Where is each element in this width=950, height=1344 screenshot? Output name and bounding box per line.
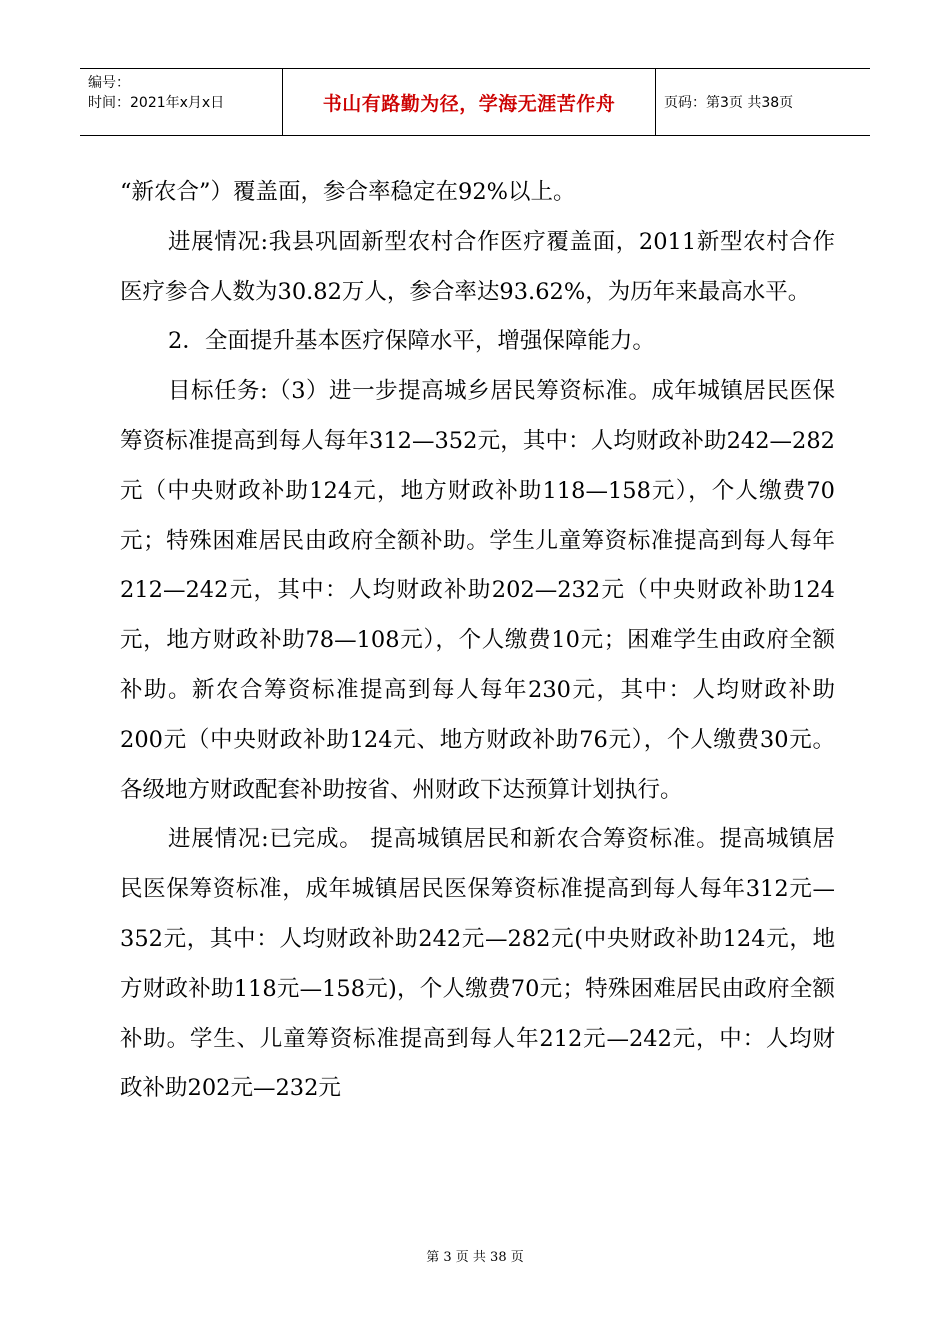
header-meta-cell — [80, 69, 283, 135]
serial-number-label: 编号： — [88, 75, 130, 91]
document-body — [120, 168, 835, 1114]
paragraph-progress-2: 进展情况:已完成。 提高城镇居民和新农合筹资标准。提高城镇居民医保筹资标准，成年城镇居民医保筹资标准提高到每人每年312元—352元，其中：人均财政补助242元—282元(中央财政补助124元，地方财政补助118元—158元)，个人缴费70元；特殊困难居民由政府全额补助。学生、儿童筹资标准提高到每人年212元—242元，中：人均财政补助202元—232元 — [120, 826, 835, 1102]
document-header — [80, 68, 870, 136]
paragraph-continuation: “新农合”）覆盖面，参合率稳定在92%以上。 — [120, 179, 576, 205]
paragraph-heading-2: 2．全面提升基本医疗保障水平，增强保障能力。 — [168, 328, 655, 355]
motto-text: 书山有路勤为径，学海无涯苦作舟 — [322, 92, 616, 115]
paragraph-target-task: 目标任务:（3）进一步提高城乡居民筹资标准。成年城镇居民医保筹资标准提高到每人每年312—352元，其中：人均财政补助242—282元（中央财政补助124元，地方财政补助118—158元），个人缴费70元；特殊困难居民由政府全额补助。学生儿童筹资标准提高到每人每年212—242元，其中：人均财政补助202—232元（中央财政补助124元，地方财政补助78—108元），个人缴费10元；困难学生由政府全额补助。新农合筹资标准提高到每人每年230元，其中：人均财政补助200元（中央财政补助124元、地方财政补助76元），个人缴费30元。各级地方财政配套补助按省、州财政下达预算计划执行。 — [120, 378, 835, 803]
page-info: 页码：第3页 共38页 — [664, 95, 794, 111]
header-page-cell — [656, 69, 870, 135]
date-label: 时间：2021年x月x日 — [88, 95, 225, 111]
page-footer: 第 3 页 共 38 页 — [426, 1250, 524, 1265]
paragraph-progress-1: 进展情况:我县巩固新型农村合作医疗覆盖面，2011新型农村合作医疗参合人数为30.82万人，参合率达93.62%，为历年来最高水平。 — [120, 228, 835, 305]
header-motto-cell — [283, 69, 656, 135]
